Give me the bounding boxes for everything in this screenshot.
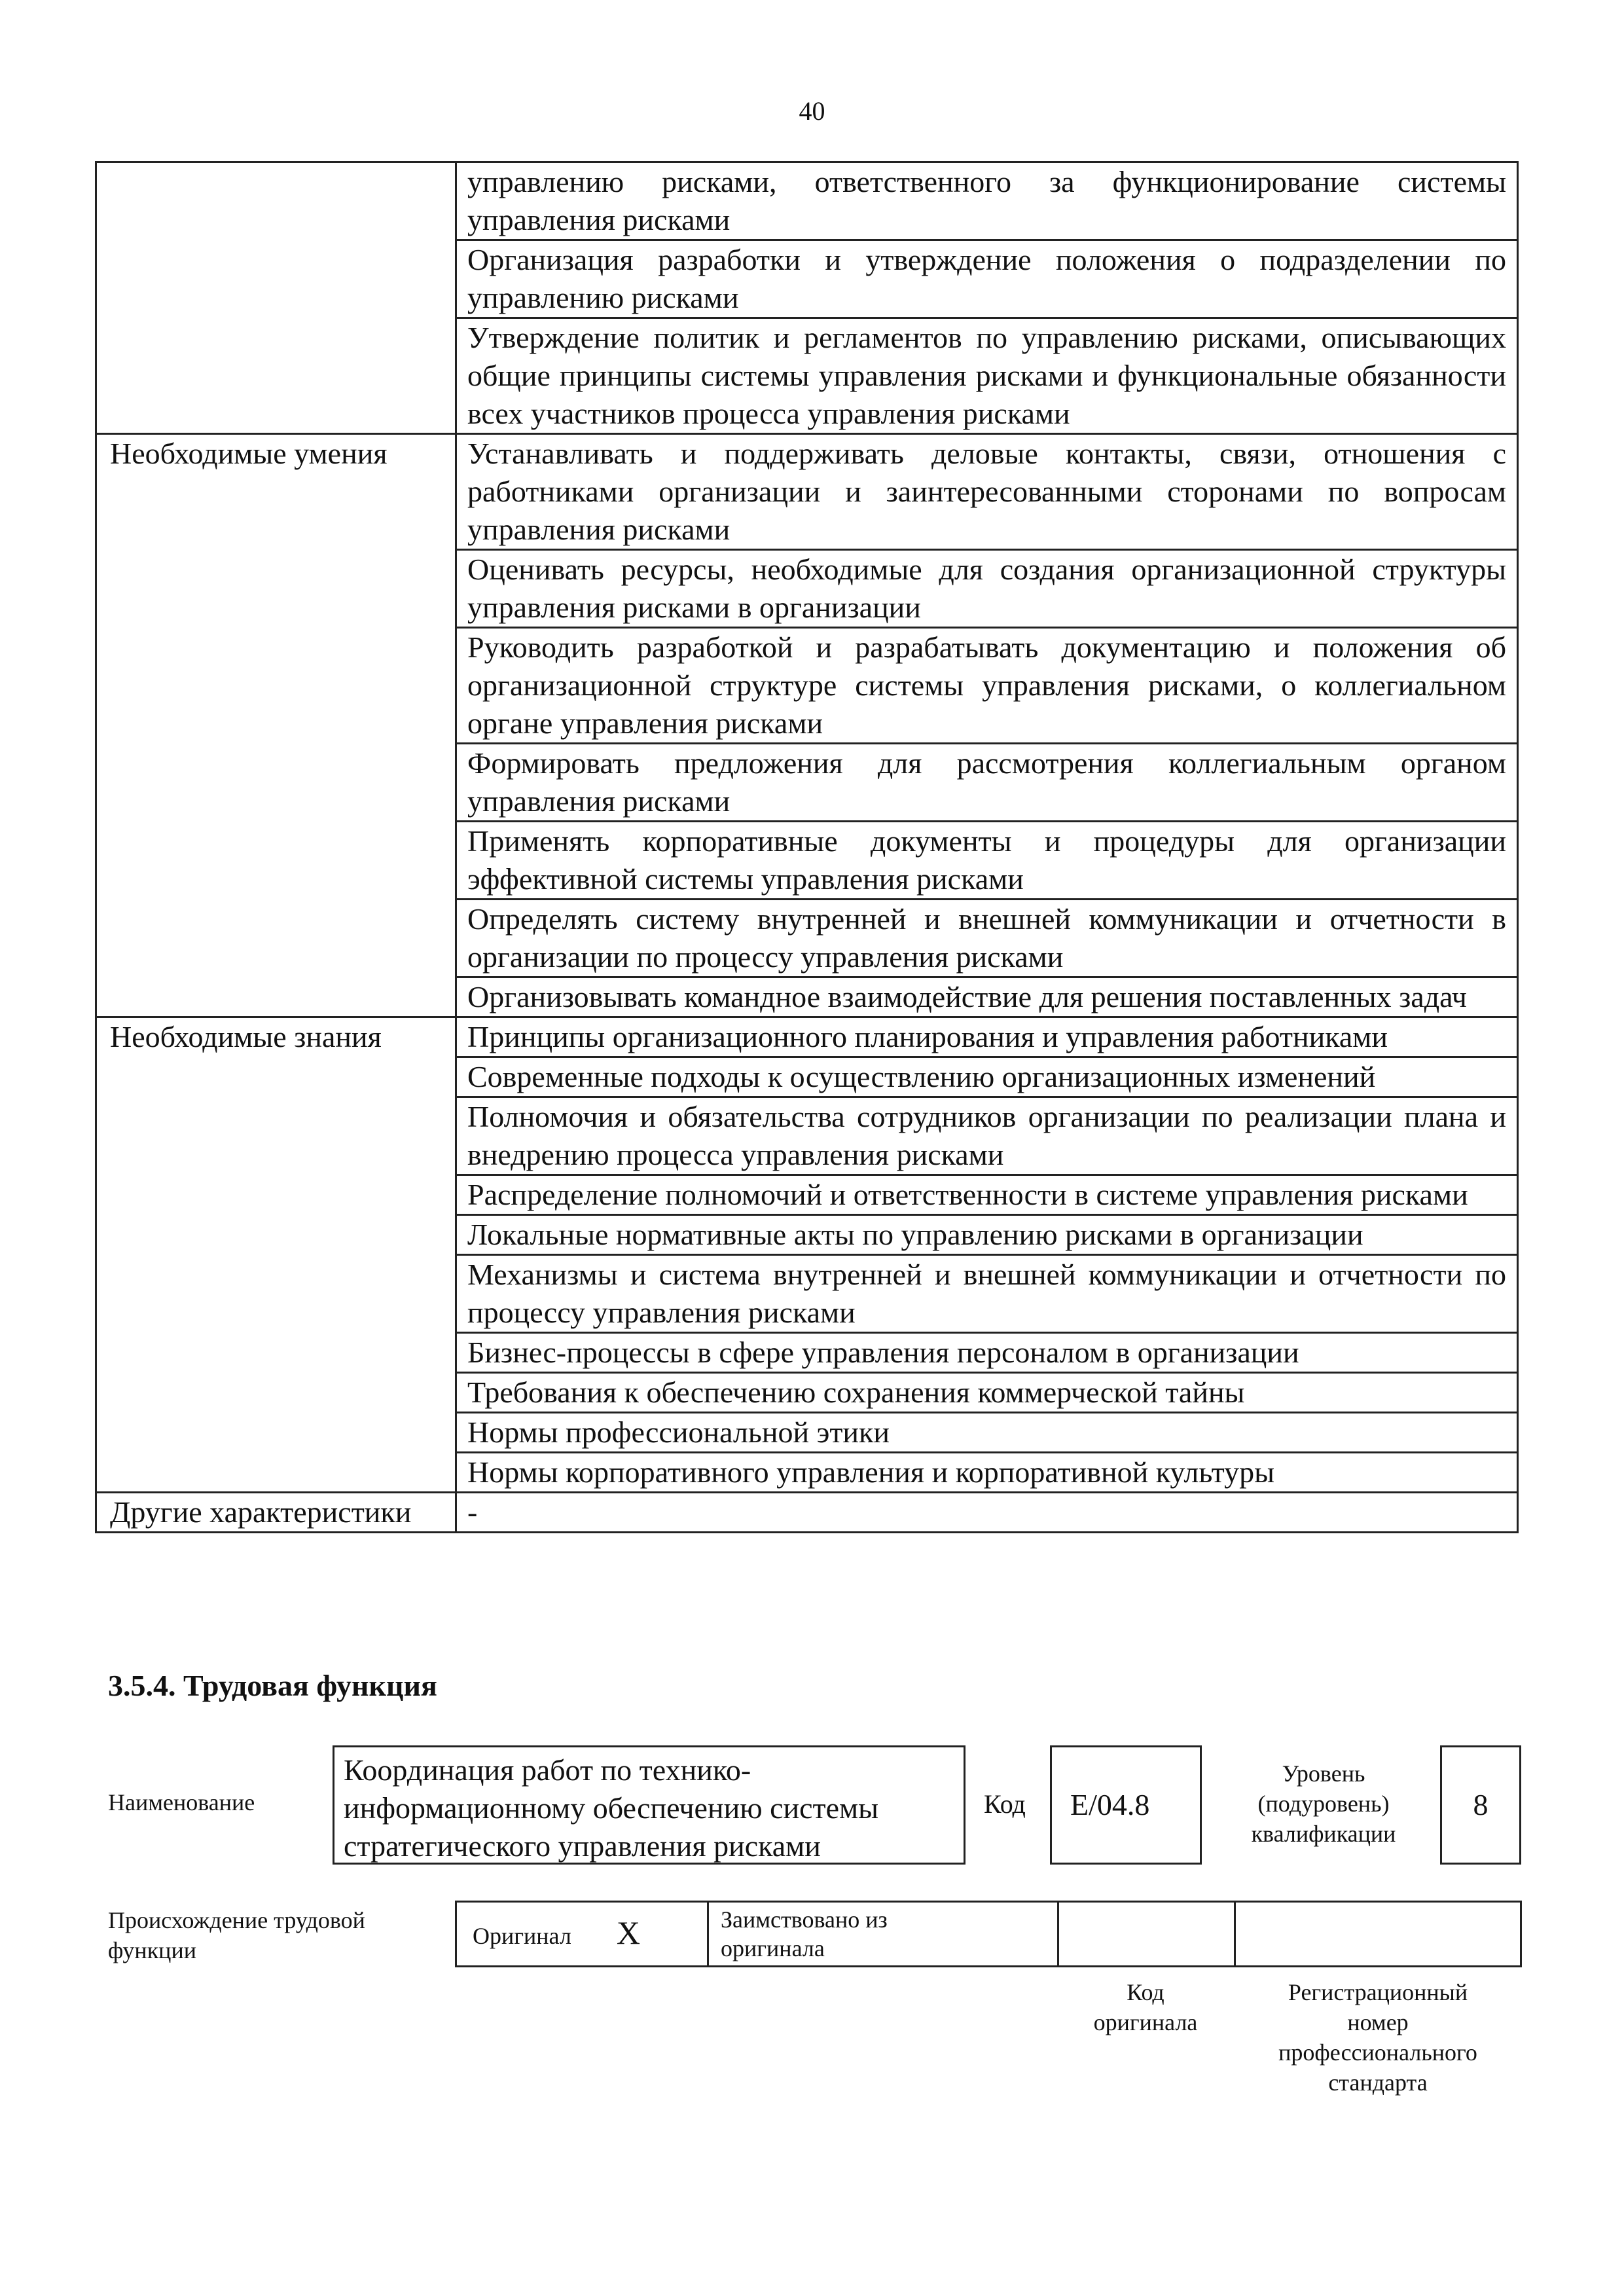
table-row [96, 1493, 1518, 1533]
code-label: Код [984, 1789, 1026, 1819]
code-value: E/04.8 [1070, 1788, 1150, 1821]
row-label: Другие характеристики [96, 1493, 456, 1533]
row-item: Бизнес-процессы в сфере управления персоналом в организации [456, 1333, 1518, 1373]
level-label-line: квалификации [1251, 1821, 1396, 1847]
row-item: Утверждение политик и регламентов по управлению рисками, описывающих общие принципы системы управления рисками и функциональные обязанности всех участников процесса управления рисками [456, 318, 1518, 434]
origin-borrowed-cell [708, 1902, 1058, 1967]
code-original-line: Код [1127, 1979, 1164, 2005]
row-item: Определять систему внутренней и внешней коммуникации и отчетности в организации по процессу управления рисками [456, 900, 1518, 977]
reg-number-line: Регистрационный [1288, 1979, 1468, 2005]
origin-table [455, 1901, 1522, 1967]
row-label: Необходимые знания [96, 1017, 456, 1493]
level-label [1225, 1758, 1422, 1849]
row-item: Нормы профессиональной этики [456, 1413, 1518, 1453]
origin-original-cell [456, 1902, 708, 1967]
row-item: - [456, 1493, 1518, 1533]
row-item: Требования к обеспечению сохранения коммерческой тайны [456, 1373, 1518, 1413]
origin-label-line: функции [108, 1937, 196, 1963]
row-item: Локальные нормативные акты по управлению рисками в организации [456, 1215, 1518, 1255]
code-original-caption [1057, 1977, 1234, 2037]
row-item: Оценивать ресурсы, необходимые для создания организационной структуры управления рисками в организации [456, 550, 1518, 628]
row-item: Руководить разработкой и разрабатывать документацию и положения об организационной структуре системы управления рисками, о коллегиальном органе управления рисками [456, 628, 1518, 744]
level-box [1440, 1745, 1521, 1865]
section-title: 3.5.4. Трудовая функция [108, 1669, 437, 1702]
row-item: управлению рисками, ответственного за функционирование системы управления рисками [456, 162, 1518, 240]
row-item: Нормы корпоративного управления и корпоративной культуры [456, 1453, 1518, 1493]
level-value: 8 [1473, 1788, 1489, 1821]
origin-reg-number-cell [1235, 1902, 1521, 1967]
row-item: Современные подходы к осуществлению организационных изменений [456, 1057, 1518, 1097]
row-item: Организовывать командное взаимодействие для решения поставленных задач [456, 977, 1518, 1017]
row-item: Применять корпоративные документы и процедуры для организации эффективной системы управления рисками [456, 822, 1518, 900]
reg-number-line: профессионального [1278, 2039, 1477, 2066]
code-original-line: оригинала [1093, 2009, 1198, 2035]
borrowed-label-line: оригинала [721, 1935, 825, 1961]
origin-label-line: Происхождение трудовой [108, 1907, 365, 1933]
borrowed-label-line: Заимствовано из [721, 1906, 888, 1933]
reg-number-line: стандарта [1328, 2069, 1428, 2096]
original-mark: X [616, 1914, 640, 1951]
function-name-line: информационному обеспечению системы [344, 1791, 879, 1825]
function-name-line: стратегического управления рисками [344, 1829, 821, 1863]
row-item: Полномочия и обязательства сотрудников организации по реализации плана и внедрению процесса управления рисками [456, 1097, 1518, 1175]
level-label-line: Уровень [1282, 1760, 1365, 1787]
function-name-box [333, 1745, 965, 1865]
row-label: Необходимые умения [96, 434, 456, 1017]
row-item: Формировать предложения для рассмотрения коллегиальным органом управления рисками [456, 744, 1518, 822]
row-item: Организация разработки и утверждение положения о подразделении по управлению рисками [456, 240, 1518, 318]
level-label-line: (подуровень) [1257, 1791, 1390, 1817]
row-item: Распределение полномочий и ответственности в системе управления рисками [456, 1175, 1518, 1215]
name-label: Наименование [108, 1789, 255, 1815]
competency-table [95, 161, 1519, 1533]
original-label: Оригинал [473, 1922, 571, 1949]
row-label [96, 162, 456, 434]
row-item: Механизмы и система внутренней и внешней коммуникации и отчетности по процессу управления рисками [456, 1255, 1518, 1333]
reg-number-line: номер [1347, 2009, 1409, 2035]
row-item: Устанавливать и поддерживать деловые контакты, связи, отношения с работниками организации и заинтересованными сторонами по вопросам управления рисками [456, 434, 1518, 550]
table-row [96, 434, 1518, 550]
code-box [1050, 1745, 1202, 1865]
reg-number-caption [1234, 1977, 1522, 2098]
origin-code-cell [1058, 1902, 1235, 1967]
function-name-line: Координация работ по технико- [344, 1753, 751, 1787]
table-row [96, 162, 1518, 240]
row-item: Принципы организационного планирования и управления работниками [456, 1017, 1518, 1057]
page-number: 40 [799, 96, 825, 126]
origin-label [108, 1905, 365, 1965]
table-row [96, 1017, 1518, 1057]
